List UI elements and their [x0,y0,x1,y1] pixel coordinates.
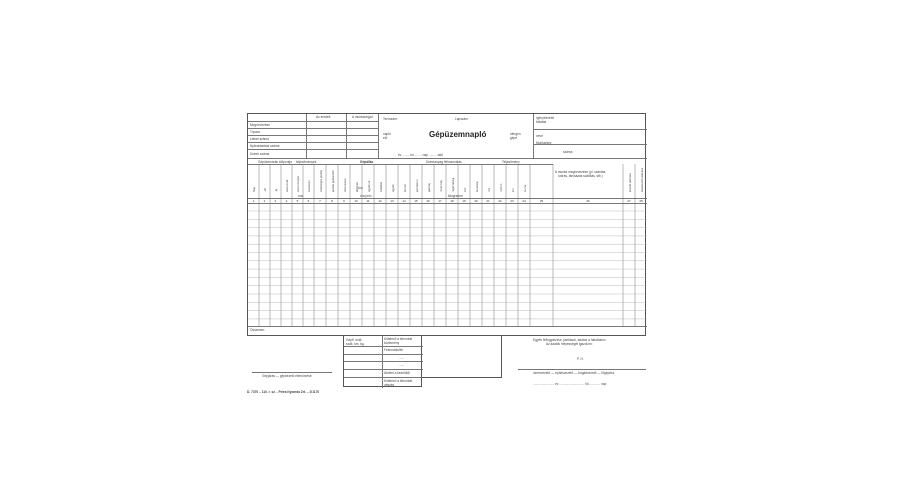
label-leltari: Leltári száma [250,137,269,141]
column-number: 10 [354,199,358,203]
column-label: benzin [402,183,407,192]
sign-line [518,369,646,370]
column-label: -ig [274,188,278,192]
label-ora2: óra [298,194,303,198]
sign-line-label: üzemvezető — építésvezető — brigádvezető — főgépész [533,371,615,375]
sub-line [344,354,423,355]
bottom-date: ........................ év ............................ hó ............ nap [533,382,607,386]
sub-line [344,361,423,362]
col-eredeti: Az eredeti [316,115,331,119]
column-number: 18 [450,199,454,203]
column-label: kenőolaj [474,181,479,192]
column-number: 26 [586,199,590,203]
group-uzemanyag: Üzemanyag felhasználás [426,160,462,164]
sub-right-1: Felsorolás/ék [384,348,403,352]
column-label: üzemzavar [342,178,347,192]
column-number: 19 [462,199,466,203]
left-small-label: napló elő [383,132,391,140]
sub-left-0: Gépfl. órák száll. km. kg. [346,338,365,346]
column-label: hajtóműolaj [450,177,455,192]
column-label: km [510,188,515,192]
footer-code: D. 7370 – 110. r. sz. - Petra Nyomda Zrt. – 2/1170 [247,390,320,394]
group-teljesitmeny: teljesítmények [296,160,317,164]
sub-vline [382,336,383,388]
jarmu-label: Tervszám: [383,117,398,121]
sub-right-3: ...... [399,363,405,367]
column-number: 23 [510,199,514,203]
sub-right-block [422,335,502,378]
column-number: 3 [274,199,277,203]
sub-line [344,377,423,378]
column-label: üzemórák [285,179,289,192]
right-small-label: idergen gépé [510,132,521,140]
column-number: 6 [307,199,310,203]
sub-line [344,346,423,347]
column-label: üzemi forgás [296,175,300,192]
column-label: motorolaj [438,180,443,192]
machine-log-form [247,113,646,336]
column-label: szállítás [378,181,383,192]
column-label: egyéb ok [366,180,371,192]
column-number: 13 [390,199,394,203]
igenybe-label: Igénybevétel foltatás [536,116,555,124]
column-number: 22 [498,199,502,203]
column-number: 27 [627,199,631,203]
column-label: tonna [522,185,527,192]
column-number: 4 [285,199,288,203]
column-number: 7 [319,199,321,203]
column-label: egyéb [390,184,395,192]
label-ora-perc: óra perc [360,194,372,198]
column-label: zsír [462,187,467,192]
column-number: 21 [486,199,490,203]
szama-label: száma [563,150,573,154]
column-label: kezelő aláírása [627,173,632,192]
group-gepuzemora: Gépüzemórák időpontja [258,160,292,164]
label-ora: óra [358,186,363,190]
column-label: összesen [307,180,311,192]
column-number: 5 [296,199,299,203]
column-label: m3 km [498,183,503,192]
form-title: Gépüzemnapló [429,130,487,139]
column-number: 12 [378,199,382,203]
sub-line [344,369,423,370]
summary-subtable [343,335,422,387]
column-number: 25 [539,199,544,203]
total-label: Összesen: [250,328,266,332]
date-line: év ........ hó ........ nap ........ -ától [398,153,443,157]
label-kilogramm: kilogramm [448,194,463,198]
column-number: 17 [438,199,442,203]
column-label: m3 [486,188,491,192]
column-number: 28 [639,199,643,203]
lapszam-label: Lapszám [455,117,468,121]
label-uzemi: Üzemi száma [250,152,270,156]
sub-right-0: Kötelező a lebontott közlemény [384,337,413,345]
label-tipus: Típusa [250,130,260,134]
column-label: Nap [252,186,256,192]
column-number: 24 [522,199,526,203]
column-number: 1 [252,199,255,203]
group-gepalto: Gépállás [360,160,374,164]
column-number: 11 [366,199,370,203]
column-number: 9 [343,199,345,203]
column-label: Gépkezelő aláírása [639,167,644,192]
right-note: Egyéb felfogyás/zsír, javítások, adatok a hátoldalon Az adatok helyességét igazolom: [533,338,606,346]
column-label: -tól [263,188,267,192]
column-number: 2 [263,199,266,203]
group-teljesitmeny2: Teljesítmény [502,160,520,164]
column-label: időjárás [354,182,359,192]
column-number: 20 [474,199,478,203]
neve-label: neve [536,134,543,138]
column-number: 16 [426,199,430,203]
ph-label: P. H. [577,357,584,361]
group-munka: A munka megnevezése (pl. szántás, kotrás, tárcsázás szállítás, stb.) [554,170,607,178]
munkahely-label: Munkahely [536,141,552,145]
label-megnevezes: Megnevezése [250,123,270,127]
column-label: szükséges javítás [318,169,323,192]
left-sign-label: Gépjárás — gépkezelő ellenőrzése [262,374,312,378]
table-grid [248,114,647,337]
column-number: 14 [402,199,406,203]
column-number: 15 [414,199,418,203]
column-label: gázolaj [426,183,431,192]
sub-right-2: ...... [399,356,405,360]
column-label: javítás gépkezelő [330,170,335,192]
sub-right-4: Átvétel a kezelőtől [384,371,410,375]
label-nyilvantartasi: Nyilvántartási száma [250,144,280,148]
sign-line [252,372,332,373]
sub-right-5: Kötelező a lebontott végzés [384,379,413,387]
column-number: 8 [331,199,333,203]
col-munkavegzo: A munkavégző [352,115,373,119]
column-label: petróleum [414,179,419,192]
